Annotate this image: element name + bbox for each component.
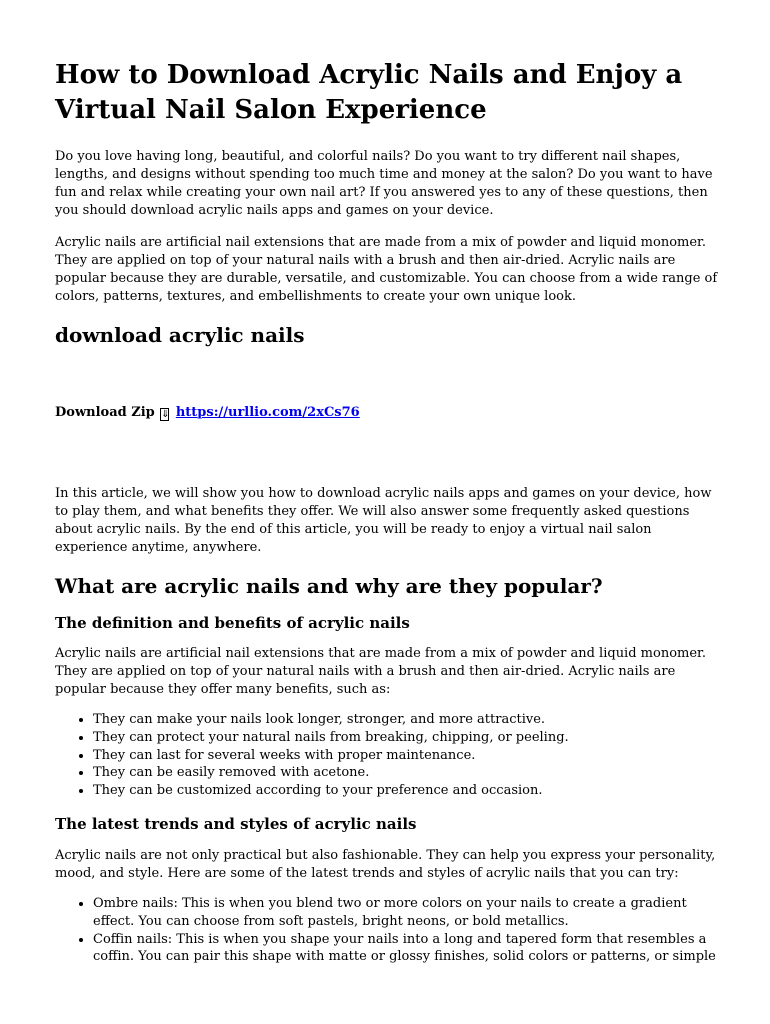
list-item: • They can be customized according to your preference and occasion.	[93, 782, 720, 800]
list-item: • Ombre nails: This is when you blend two or more colors on your nails to create a gradient effect. You can choose from soft pastels, bright neons, or bold metallics.	[93, 895, 720, 931]
list-item: • They can be easily removed with acetone.	[93, 764, 720, 782]
list-item: • Coffin nails: This is when you shape your nails into a long and tapered form that resembles a coffin. You can pair this shape with matte or glossy finishes, solid colors or patterns, or simple	[93, 931, 720, 967]
benefits-list	[55, 711, 720, 800]
definition-paragraph: Acrylic nails are artificial nail extensions that are made from a mix of powder and liquid monomer. They are applied on top of your natural nails with a brush and then air-dried. Acrylic nails are popular because they offer many benefits, such as:	[55, 646, 706, 697]
download-label: Download Zip	[55, 405, 155, 420]
list-item: • They can last for several weeks with proper maintenance.	[93, 747, 720, 765]
section-heading: What are acrylic nails and why are they popular?	[55, 574, 603, 598]
download-arrow-icon: ⇓	[161, 409, 170, 420]
page-title: How to Download Acrylic Nails and Enjoy a Virtual Nail Salon Experience	[55, 60, 683, 125]
list-item: • They can protect your natural nails from breaking, chipping, or peeling.	[93, 729, 720, 747]
intro-paragraph-1: Do you love having long, beautiful, and colorful nails? Do you want to try different nail shapes, lengths, and designs without spending too much time and money at the salon? Do you want to have fun and relax while creating your own nail art? If you answered yes to any of these questions, then you should download acrylic nails apps and games on your device.	[55, 149, 713, 218]
keyword-heading: download acrylic nails	[55, 323, 305, 347]
article-intro-paragraph: In this article, we will show you how to download acrylic nails apps and games on your device, how to play them, and what benefits they offer. We will also answer some frequently asked questions about acrylic nails. By the end of this article, you will be ready to enjoy a virtual nail salon experience anytime, anywhere.	[55, 486, 712, 555]
intro-paragraph-2: Acrylic nails are artificial nail extensions that are made from a mix of powder and liquid monomer. They are applied on top of your natural nails with a brush and then air-dried. Acrylic nails are popular because they are durable, versatile, and customizable. You can choose from a wide range of colors, patterns, textures, and embellishments to create your own unique look.	[55, 235, 718, 304]
subsection-heading-definition: The definition and benefits of acrylic nails	[55, 614, 410, 632]
download-line	[55, 404, 720, 422]
subsection-heading-trends: The latest trends and styles of acrylic nails	[55, 814, 417, 833]
article-body	[55, 58, 720, 966]
list-item: • They can make your nails look longer, stronger, and more attractive.	[93, 711, 720, 729]
trends-paragraph: Acrylic nails are not only practical but also fashionable. They can help you express your personality, mood, and style. Here are some of the latest trends and styles of acrylic nails that you can try:	[55, 847, 716, 881]
download-link[interactable]: https://urllio.com/2xCs76	[175, 405, 360, 420]
trends-list	[55, 895, 720, 966]
